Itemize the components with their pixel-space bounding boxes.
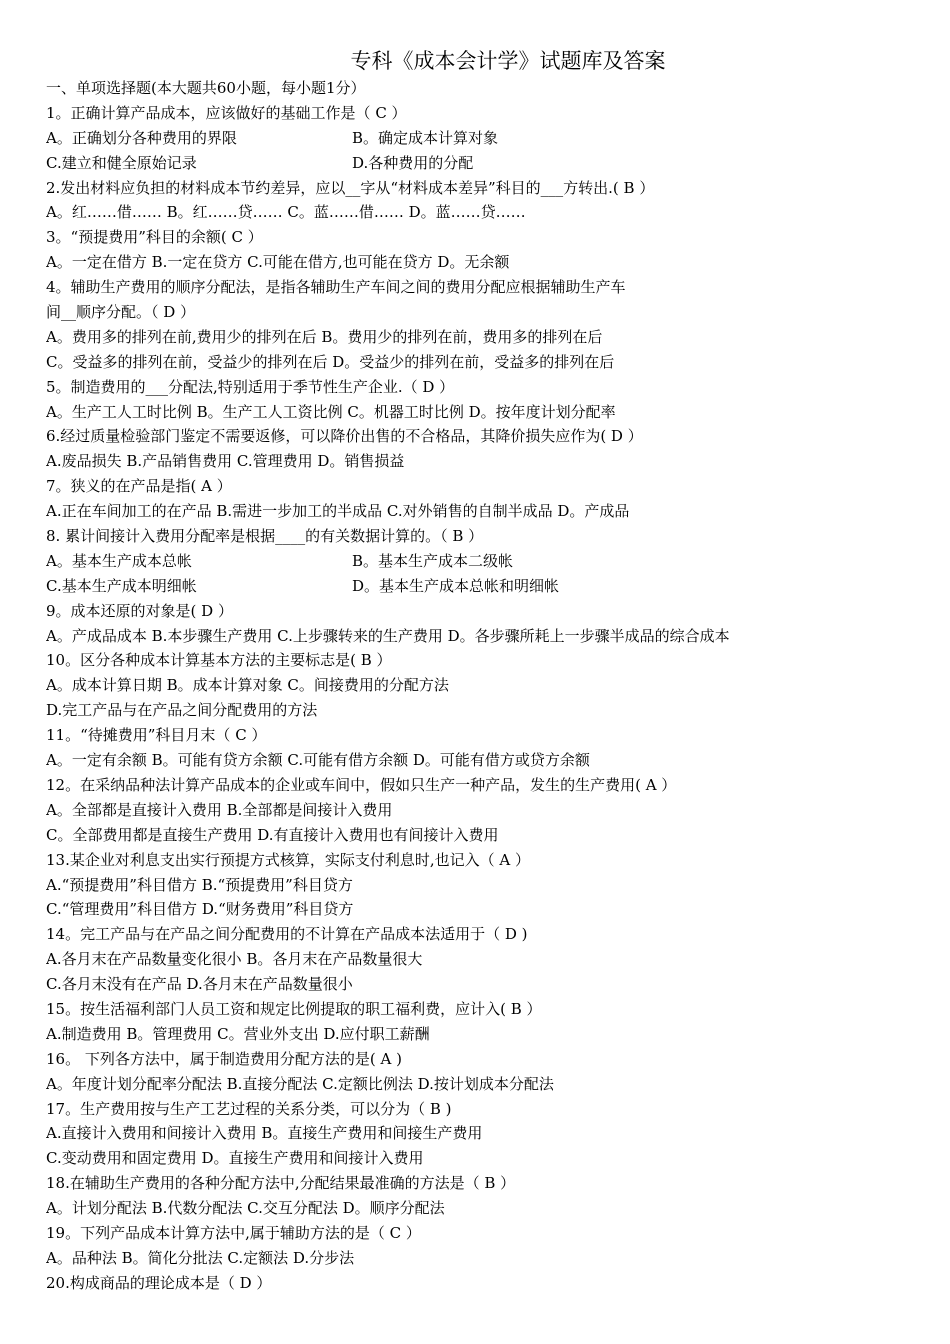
question-17: 17。生产费用按与生产工艺过程的关系分类，可以分为（ B ) [46, 1099, 452, 1118]
question-16-options: A。年度计划分配率分配法 B.直接分配法 C.定额比例法 D.按计划成本分配法 [46, 1074, 554, 1093]
question-19-options: A。品种法 B。简化分批法 C.定额法 D.分步法 [46, 1248, 355, 1267]
question-6: 6.经过质量检验部门鉴定不需要返修，可以降价出售的不合格品，其降价损失应作为( D ） [46, 427, 643, 446]
question-1-options-row-1 [46, 126, 910, 151]
question-4: 4。辅助生产费用的顺序分配法，是指各辅助生产车间之间的费用分配应根据辅助生产车 [46, 278, 626, 297]
question-3: 3。“预提费用”科目的余额( C ） [46, 228, 263, 247]
option-c: C.基本生产成本明细帐 [46, 576, 197, 595]
question-12: 12。在采纳品种法计算产品成本的企业或车间中，假如只生产一种产品，发生的生产费用( A ） [46, 775, 677, 794]
option-d: D.各种费用的分配 [352, 153, 474, 172]
question-16: 16。 下列各方法中，属于制造费用分配方法的是( A ) [46, 1049, 402, 1068]
question-6-options: A.废品损失 B.产品销售费用 C.管理费用 D。销售损益 [46, 452, 405, 471]
option-d: D。基本生产成本总帐和明细帐 [352, 576, 560, 595]
question-10-option-d: D.完工产品与在产品之间分配费用的方法 [46, 701, 318, 720]
question-15-options: A.制造费用 B。管理费用 C。营业外支出 D.应付职工薪酬 [46, 1024, 430, 1043]
question-14: 14。完工产品与在产品之间分配费用的不计算在产品成本法适用于（ D ) [46, 925, 528, 944]
question-7: 7。狭义的在产品是指( A ） [46, 477, 232, 496]
question-11: 11。“待摊费用”科目月末（ C ） [46, 726, 267, 745]
question-13-options-ab: A.“预提费用”科目借方 B.“预提费用”科目贷方 [46, 875, 353, 894]
question-8-options-row-2 [46, 574, 910, 599]
question-7-options: A.正在车间加工的在产品 B.需进一步加工的半成品 C.对外销售的自制半成品 D。产成品 [46, 502, 630, 521]
question-17-options-cd: C.变动费用和固定费用 D。直接生产费用和间接计入费用 [46, 1149, 424, 1168]
question-9-options: A。产成品成本 B.本步骤生产费用 C.上步骤转来的生产费用 D。各步骤所耗上一步骤半成品的综合成本 [46, 626, 730, 645]
question-18: 18.在辅助生产费用的各种分配方法中,分配结果最准确的方法是（ B ） [46, 1174, 516, 1193]
option-a: A。基本生产成本总帐 [46, 551, 192, 570]
question-14-options-cd: C.各月末没有在产品 D.各月末在产品数量很小 [46, 975, 353, 994]
question-13: 13.某企业对利息支出实行预提方式核算，实际支付利息时,也记入（ A ） [46, 850, 530, 869]
question-2-options: A。红……借…… B。红……贷…… C。蓝……借…… D。蓝……贷…… [46, 203, 526, 222]
question-2: 2.发出材料应负担的材料成本节约差异，应以__字从“材料成本差异”科目的___方转出.( B ） [46, 178, 655, 197]
question-8-options-row-1 [46, 549, 910, 574]
question-15: 15。按生活福利部门人员工资和规定比例提取的职工福利费，应计入( B ） [46, 999, 542, 1018]
question-19: 19。下列产品成本计算方法中,属于辅助方法的是（ C ） [46, 1223, 421, 1242]
question-1: 1。正确计算产品成本，应该做好的基础工作是（ C ） [46, 103, 407, 122]
document-title: 专科《成本会计学》试题库及答案 [350, 49, 666, 73]
question-1-options-row-2 [46, 151, 910, 176]
question-10-options-abc: A。成本计算日期 B。成本计算对象 C。间接费用的分配方法 [46, 676, 449, 695]
question-12-options-cd: C。全部费用都是直接生产费用 D.有直接计入费用也有间接计入费用 [46, 825, 499, 844]
question-17-options-ab: A.直接计入费用和间接计入费用 B。直接生产费用和间接生产费用 [46, 1124, 483, 1143]
option-a: A。正确划分各种费用的界限 [46, 128, 237, 147]
question-13-options-cd: C.“管理费用”科目借方 D.“财务费用”科目贷方 [46, 900, 354, 919]
question-3-options: A。一定在借方 B.一定在贷方 C.可能在借方,也可能在贷方 D。无余额 [46, 253, 510, 272]
question-5-options: A。生产工人工时比例 B。生产工人工资比例 C。机器工时比例 D。按年度计划分配率 [46, 402, 616, 421]
question-10: 10。区分各种成本计算基本方法的主要标志是( B ） [46, 651, 392, 670]
section-heading: 一、单项选择题(本大题共60小题，每小题1分） [46, 79, 366, 97]
question-11-options: A。一定有余额 B。可能有贷方余额 C.可能有借方余额 D。可能有借方或贷方余额 [46, 751, 590, 770]
question-14-options-ab: A.各月末在产品数量变化很小 B。各月末在产品数量很大 [46, 950, 423, 969]
question-8: 8. 累计间接计入费用分配率是根据____的有关数据计算的。（ B ） [46, 527, 484, 546]
option-b: B。确定成本计算对象 [352, 128, 499, 147]
option-b: B。基本生产成本二级帐 [352, 551, 514, 570]
question-4-options-cd: C。受益多的排列在前，受益少的排列在后 D。受益少的排列在前，受益多的排列在后 [46, 352, 615, 371]
option-c: C.建立和健全原始记录 [46, 153, 197, 172]
question-4-continued: 间__顺序分配。（ D ） [46, 303, 196, 322]
question-20: 20.构成商品的理论成本是（ D ） [46, 1273, 272, 1292]
question-9: 9。成本还原的对象是( D ） [46, 601, 233, 620]
question-4-options-ab: A。费用多的排列在前,费用少的排列在后 B。费用少的排列在前，费用多的排列在后 [46, 327, 603, 346]
question-5: 5。制造费用的___分配法,特别适用于季节性生产企业.（ D ） [46, 377, 455, 396]
question-12-options-ab: A。全部都是直接计入费用 B.全部都是间接计入费用 [46, 800, 393, 819]
question-18-options: A。计划分配法 B.代数分配法 C.交互分配法 D。顺序分配法 [46, 1199, 445, 1218]
